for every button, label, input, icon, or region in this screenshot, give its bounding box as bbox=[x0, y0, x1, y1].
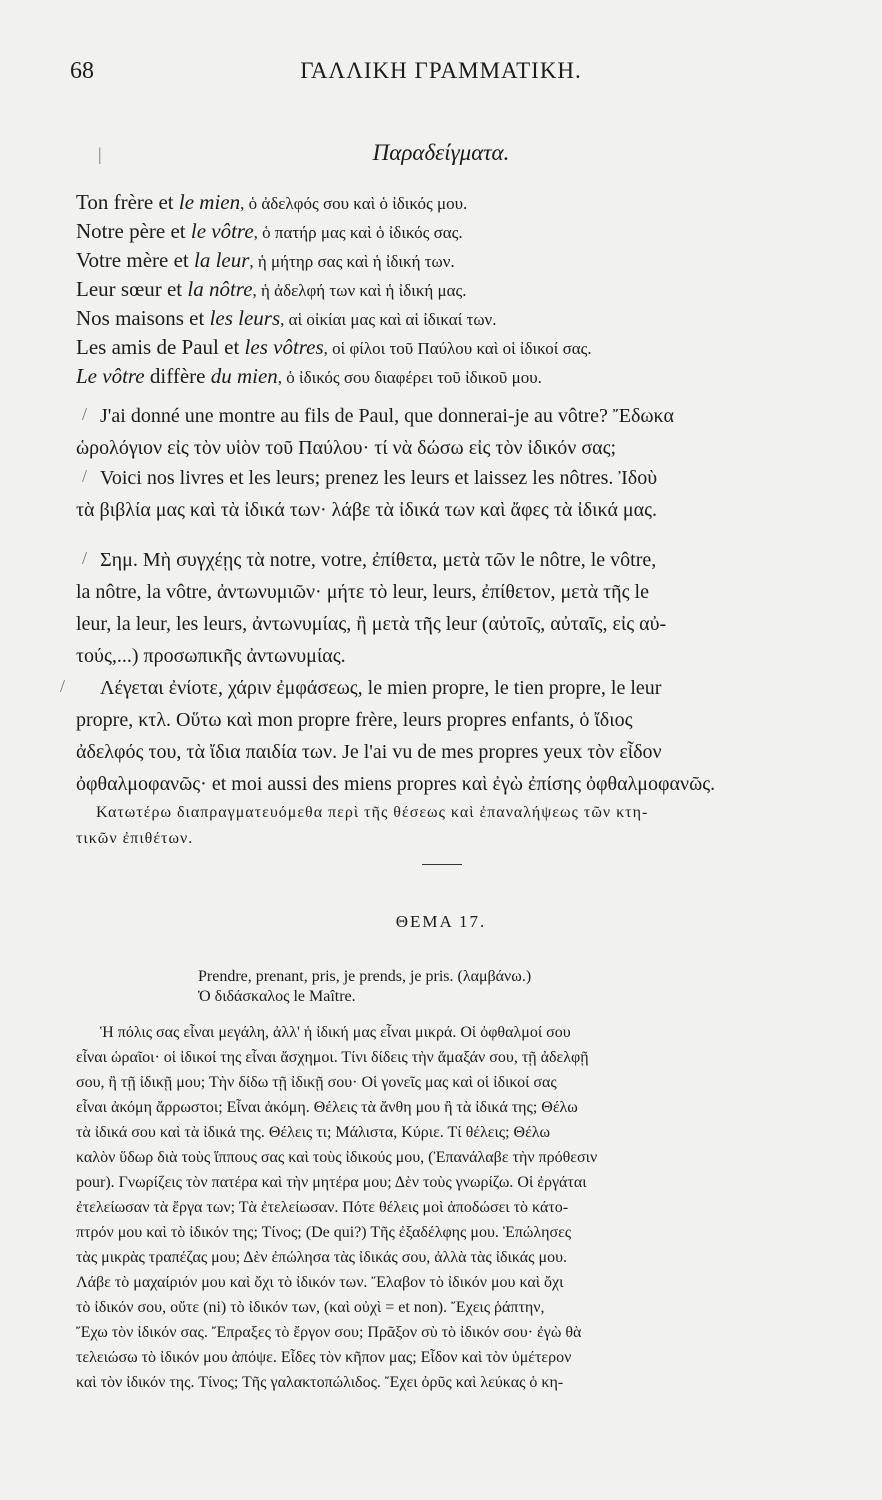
paragraph-line: Σημ. Μὴ συγχέῃς τὰ notre, votre, ἐπίθετα, μετὰ τῶν le nôtre, le vôtre, bbox=[100, 549, 657, 571]
exercise-line: Λάβε τὸ μαχαίριόν μου καὶ ὄχι τὸ ἰδικόν των. Ἔλαβον τὸ ἰδικόν μου καὶ ὄχι bbox=[76, 1274, 564, 1291]
paragraph-line: Λέγεται ἐνίοτε, χάριν ἐμφάσεως, le mien propre, le tien propre, le leur bbox=[100, 677, 662, 699]
paragraph-line: ὀφθαλμοφανῶς· et moi aussi des miens propres καὶ ἐγὼ ἐπίσης ὀφθαλμοφανῶς. bbox=[76, 773, 716, 795]
paragraph-line: la nôtre, la vôtre, ἀντωνυμιῶν· μήτε τὸ leur, leurs, ἐπίθετον, μετὰ τῆς le bbox=[76, 581, 649, 603]
running-title: ΓΑΛΛΙΚΗ ΓΡΑΜΜΑΤΙΚΗ. bbox=[300, 58, 582, 83]
margin-mark: / bbox=[60, 676, 66, 696]
footnote bbox=[76, 800, 796, 852]
paragraph-line: τούς,...) προσωπικῆς ἀντωνυμίας. bbox=[76, 645, 346, 667]
vocab-line: Prendre, prenant, pris, je prends, je pris. (λαμβάνω.) bbox=[198, 968, 532, 985]
paragraph-line: Voici nos livres et les leurs; prenez les leurs et laissez les nôtres. Ἰδοὺ bbox=[100, 467, 658, 489]
example-line: Notre père et le vôtre, ὁ πατήρ μας καὶ ὁ ἰδικός σας. bbox=[76, 219, 463, 243]
example-line: Leur sœur et la nôtre, ἡ ἀδελφή των καὶ ἡ ἰδική μας. bbox=[76, 277, 467, 301]
paragraph-line: propre, κτλ. Οὕτω καὶ mon propre frère, leurs propres enfants, ὁ ἴδιος bbox=[76, 709, 633, 731]
section-heading: Παραδείγματα. bbox=[372, 140, 510, 165]
margin-mark: / bbox=[82, 404, 88, 424]
example-line: Le vôtre diffère du mien, ὁ ἰδικός σου διαφέρει τοῦ ἰδικοῦ μου. bbox=[76, 364, 542, 388]
page-header bbox=[70, 58, 812, 92]
footnote-line: Κατωτέρω διαπραγματευόμεθα περὶ τῆς θέσεως καὶ ἐπαναλήψεως τῶν κτη- bbox=[96, 804, 649, 821]
paragraph-line: ἀδελφός του, τὰ ἴδια παιδία των. Je l'ai vu de mes propres yeux τὸν εἶδον bbox=[76, 741, 662, 763]
exercise-line: Ἡ πόλις σας εἶναι μεγάλη, ἀλλ' ἡ ἰδική μας εἶναι μικρά. Οἱ ὀφθαλμοί σου bbox=[100, 1024, 571, 1041]
exercise-line: τὰς μικρὰς τραπέζας μου; Δὲν ἐπώλησα τὰς ἰδικάς σου, ἀλλὰ τὰς ἰδικάς μου. bbox=[76, 1249, 567, 1266]
example-line: Nos maisons et les leurs, αἱ οἰκίαι μας καὶ αἱ ἰδικαί των. bbox=[76, 306, 497, 330]
paragraph-line: leur, la leur, les leurs, ἀντωνυμίας, ἢ μετὰ τῆς leur (αὐτοῖς, αὐταῖς, εἰς αὐ- bbox=[76, 613, 667, 635]
margin-mark: / bbox=[82, 548, 88, 568]
exercise-line: καλὸν ὕδωρ διὰ τοὺς ἵππους σας καὶ τοὺς ἰδικούς μου, (Ἐπανάλαβε τὴν πρόθεσιν bbox=[76, 1149, 598, 1166]
footnote-line: τικῶν ἐπιθέτων. bbox=[76, 830, 194, 847]
examples-list bbox=[76, 188, 806, 391]
example-line: Ton frère et le mien, ὁ ἀδελφός σου καὶ ὁ ἰδικός μου. bbox=[76, 190, 468, 214]
exercise-line: καὶ τὸν ἰδικόν της. Τίνος; Τῆς γαλακτοπώλιδος. Ἔχει ὀρῦς καὶ λεύκας ὁ κη- bbox=[76, 1374, 564, 1391]
exercise-line: pour). Γνωρίζεις τὸν πατέρα καὶ τὴν μητέρα μου; Δὲν τοὺς γνωρίζω. Οἱ ἐργάται bbox=[76, 1174, 587, 1191]
margin-mark: | bbox=[98, 144, 102, 164]
paragraph-line: ὡρολόγιον εἰς τὸν υἱὸν τοῦ Παύλου· τί νὰ δώσω εἰς τὸν ἰδικόν σας; bbox=[76, 437, 617, 459]
paragraph-line: τὰ βιβλία μας καὶ τὰ ἰδικά των· λάβε τὰ ἰδικά των καὶ ἄφες τὰ ἰδικά μας. bbox=[76, 499, 658, 521]
exercise-line: τὰ ἰδικά σου καὶ τὰ ἰδικά της. Θέλεις τι; Μάλιστα, Κύριε. Τί θέλεις; Θέλω bbox=[76, 1124, 551, 1141]
example-line: Votre mère et la leur, ἡ μήτηρ σας καὶ ἡ ἰδική των. bbox=[76, 248, 455, 272]
margin-mark: / bbox=[82, 466, 88, 486]
example-line: Les amis de Paul et les vôtres, οἱ φίλοι τοῦ Παύλου καὶ οἱ ἰδικοί σας. bbox=[76, 335, 592, 359]
paragraph-line: J'ai donné une montre au fils de Paul, que donnerai-je au vôtre? Ἔδωκα bbox=[100, 405, 674, 427]
theme-title: ΘΕΜΑ 17. bbox=[395, 912, 487, 931]
divider bbox=[422, 864, 462, 865]
exercise-line: ἐτελείωσαν τὰ ἔργα των; Τὰ ἐτελείωσαν. Πότε θέλεις μοὶ ἀποδώσει τὸ κάτο- bbox=[76, 1199, 569, 1216]
exercise-text bbox=[76, 1020, 806, 1395]
exercise-line: εἶναι ἀκόμη ἄρρωστοι; Εἶναι ἀκόμη. Θέλεις τὰ ἄνθη μου ἢ τὰ ἰδικά της; Θέλω bbox=[76, 1099, 578, 1116]
exercise-line: τὸ ἰδικόν σου, οὔτε (ni) τὸ ἰδικόν των, (καὶ οὐχὶ = et non). Ἔχεις ῥάπτην, bbox=[76, 1299, 545, 1316]
exercise-line: Ἔχω τὸν ἰδικόν σας. Ἔπραξες τὸ ἔργον σου; Πρᾶξον σὺ τὸ ἰδικόν σου· ἐγὼ θὰ bbox=[76, 1324, 582, 1341]
page-number: 68 bbox=[70, 58, 94, 84]
exercise-line: τελειώσω τὸ ἰδικόν μου ἀπόψε. Εἶδες τὸν κῆπον μας; Εἶδον καὶ τὸν ὑμέτερον bbox=[76, 1349, 572, 1366]
exercise-line: εἶναι ὡραῖοι· οἱ ἰδικοί της εἶναι ἄσχημοι. Τίνι δίδεις τὴν ἅμαξάν σου, τῇ ἀδελφῇ bbox=[76, 1049, 589, 1066]
exercise-line: πτρόν μου καὶ τὸ ἰδικόν της; Τίνος; (De qui?) Τῆς ἐξαδέλφης μου. Ἐπώλησες bbox=[76, 1224, 572, 1241]
vocab-line: Ὁ διδάσκαλος le Maître. bbox=[198, 988, 356, 1005]
exercise-line: σου, ἢ τῇ ἰδικῇ μου; Τὴν δίδω τῇ ἰδικῇ σου· Οἱ γονεῖς μας καὶ οἱ ἰδικοί σας bbox=[76, 1074, 557, 1091]
